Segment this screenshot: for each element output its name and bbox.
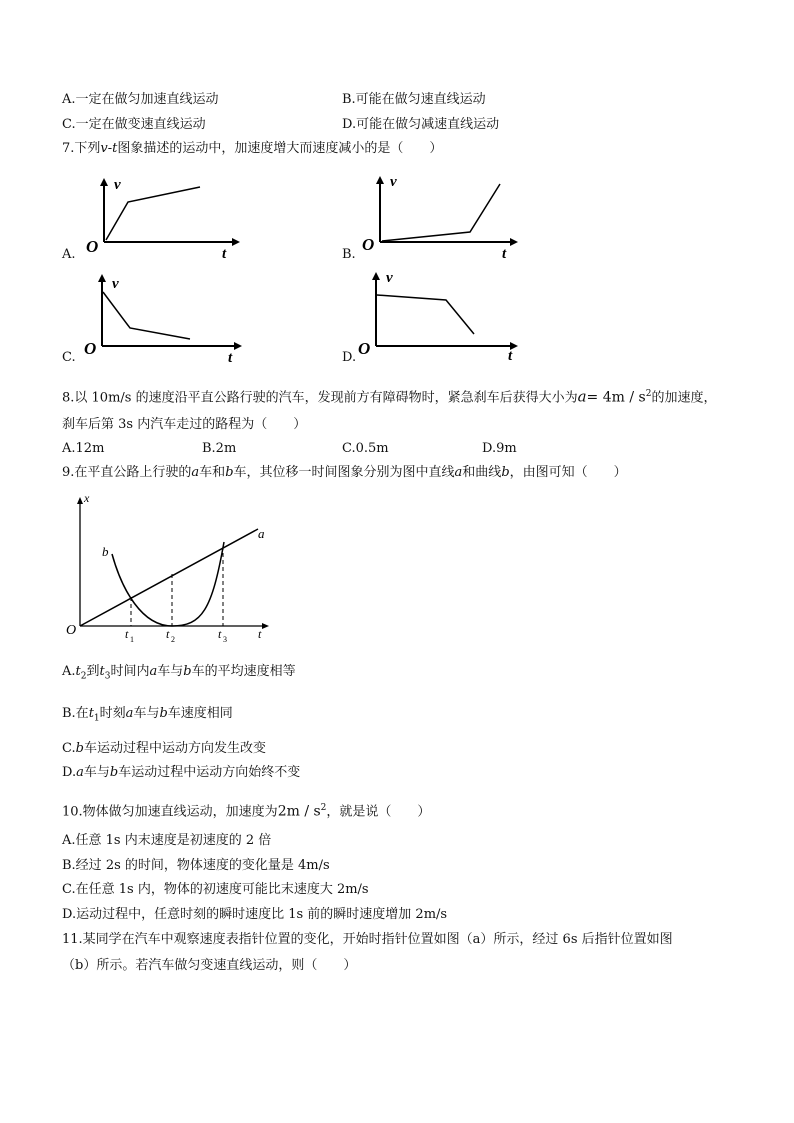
q9-stem-part2: 车和 [199, 465, 226, 480]
q10-stem [62, 800, 430, 820]
q9a-var-b: b [183, 664, 192, 679]
q10-stem-part1: 10.物体做匀加速直线运动，加速度为 [62, 804, 278, 820]
q8-stem-line2: 刹车后第 3s 内汽车走过的路程为（ ） [62, 417, 307, 432]
q7b-origin-label: O [362, 235, 375, 254]
q7a-origin-label: O [86, 237, 99, 256]
q8-var-a: a [577, 387, 587, 406]
q9-a-label: a [258, 526, 265, 541]
q9a-t2: t [75, 664, 81, 679]
q7c-t-label: t [228, 350, 233, 366]
q7-graph-b [342, 172, 522, 260]
q9b-t1: t [88, 706, 94, 721]
q9b-rest: 车速度相同 [167, 706, 233, 721]
q9d-var-b: b [109, 765, 119, 780]
q10-unit: 2m / s [277, 803, 321, 820]
q11-stem-line2: （b）所示。若汽车做匀变速直线运动，则（ ） [62, 958, 357, 973]
q9-b-label: b [102, 544, 109, 559]
q9a-mid: 到 [86, 664, 100, 679]
q7a-t-label: t [222, 246, 227, 262]
q9b-mid2: 车与 [133, 706, 160, 721]
q9-var-a-2: a [454, 465, 463, 480]
q9a-t3-sub: 3 [104, 671, 111, 682]
q8-option-b: B.2m [202, 441, 237, 456]
q9-xt-graph [62, 490, 274, 646]
q9-x-label: x [84, 491, 90, 505]
q9b-var-a: a [125, 706, 134, 721]
q7c-origin-label: O [84, 339, 97, 358]
q6-option-c: C.一定在做变速直线运动 [62, 117, 206, 132]
q9-option-d [62, 765, 300, 781]
q6-option-b: B.可能在做匀速直线运动 [342, 92, 486, 107]
q6-option-d: D.可能在做匀减速直线运动 [342, 117, 500, 132]
q9-t1-sub: 1 [130, 635, 134, 644]
q7-stem [62, 141, 442, 157]
q9-stem-part4: 和曲线 [462, 465, 502, 480]
q7a-v-label: v [114, 177, 121, 193]
q9-t3-label: t [218, 627, 222, 641]
q6-option-a: A.一定在做匀加速直线运动 [62, 92, 219, 107]
q9c-rest: 车运动过程中运动方向发生改变 [83, 741, 266, 756]
q7-graph-a [62, 172, 242, 260]
q9a-var-a: a [149, 664, 158, 679]
q7-graph-d [342, 268, 522, 362]
q9-var-b-2: b [501, 465, 510, 480]
q9d-rest: 车运动过程中运动方向始终不变 [118, 765, 301, 780]
q7-option-c: C. [62, 350, 76, 365]
q9b-prefix: B.在 [62, 706, 89, 721]
q7-option-b: B. [342, 247, 356, 262]
q8-option-d: D.9m [482, 441, 517, 456]
q9a-prefix: A. [62, 664, 76, 679]
q9-t2-sub: 2 [171, 635, 175, 644]
q9-stem [62, 465, 627, 481]
q9-t2-label: t [166, 627, 170, 641]
q10-option-a: A.任意 1s 内末速度是初速度的 2 倍 [62, 833, 272, 848]
q10-option-d: D.运动过程中，任意时刻的瞬时速度比 1s 前的瞬时速度增加 2m/s [62, 907, 448, 922]
q11-stem-line1: 11.某同学在汽车中观察速度表指针位置的变化，开始时指针位置如图（a）所示，经过 6s 后指针位置如图 [62, 932, 673, 947]
q7-number: 7.下列 [62, 141, 101, 156]
q9a-rest2: 车与 [157, 664, 184, 679]
q7d-v-label: v [386, 270, 393, 286]
q8-stem-part1: 8.以 10m/s 的速度沿平直公路行驶的汽车，发现前方有障碍物时，紧急刹车后获得大小为 [62, 390, 578, 406]
q7-option-d: D. [342, 350, 357, 365]
q9a-t3: t [99, 664, 105, 679]
q9d-prefix: D. [62, 765, 77, 780]
q9d-var-a: a [76, 765, 84, 780]
q10-option-c: C.在任意 1s 内，物体的初速度可能比末速度大 2m/s [62, 882, 369, 897]
q9-stem-part1: 9.在平直公路上行驶的 [62, 465, 192, 480]
q9c-var-b: b [75, 741, 84, 756]
q10-option-b: B.经过 2s 的时间，物体速度的变化量是 4m/s [62, 858, 330, 873]
q9-stem-part3: 车，其位移一时间图象分别为图中直线 [233, 465, 455, 480]
q9-var-a: a [191, 465, 200, 480]
q8-option-c: C.0.5m [342, 441, 389, 456]
q9-t1-label: t [125, 627, 129, 641]
q8-sup: 2 [645, 389, 652, 399]
q9-origin-label: O [66, 623, 77, 638]
q8-stem-part2: 的加速度， [651, 390, 717, 406]
q9a-rest1: 时间内 [110, 664, 150, 679]
q7b-t-label: t [502, 246, 507, 262]
q7-stem-text: 图象描述的运动中，加速度增大而速度减小的是（ ） [117, 141, 443, 156]
q7d-t-label: t [508, 348, 513, 364]
q9a-rest3: 车的平均速度相等 [191, 664, 296, 679]
q9-curve-b [112, 542, 224, 626]
q7-option-a: A. [62, 247, 76, 262]
q9a-t2-sub: 2 [80, 671, 87, 682]
q9-t-label: t [258, 627, 262, 641]
q8-stem-line1 [62, 386, 716, 406]
q9b-mid: 时刻 [99, 706, 126, 721]
q7d-origin-label: O [358, 339, 371, 358]
q9b-var-b: b [159, 706, 168, 721]
q8-equation: = 4m / s [586, 389, 646, 406]
q9b-t1-sub: 1 [93, 713, 100, 724]
q9-option-b [62, 706, 233, 727]
q9-var-b: b [225, 465, 234, 480]
q10-sup: 2 [320, 803, 327, 813]
q9-stem-part5: ，由图可知（ ） [509, 465, 627, 480]
q9c-prefix: C. [62, 741, 76, 756]
q9d-mid: 车与 [83, 765, 110, 780]
q7-graph-c [62, 272, 242, 366]
q10-stem-part2: ，就是说（ ） [326, 804, 431, 820]
q7c-v-label: v [112, 276, 119, 292]
q9-option-a [62, 664, 296, 685]
q7b-v-label: v [390, 174, 397, 190]
q8-option-a: A.12m [62, 441, 105, 456]
q9-option-c [62, 741, 266, 757]
q7-vt-symbol: v-t [100, 141, 118, 156]
q9-t3-sub: 3 [223, 635, 227, 644]
